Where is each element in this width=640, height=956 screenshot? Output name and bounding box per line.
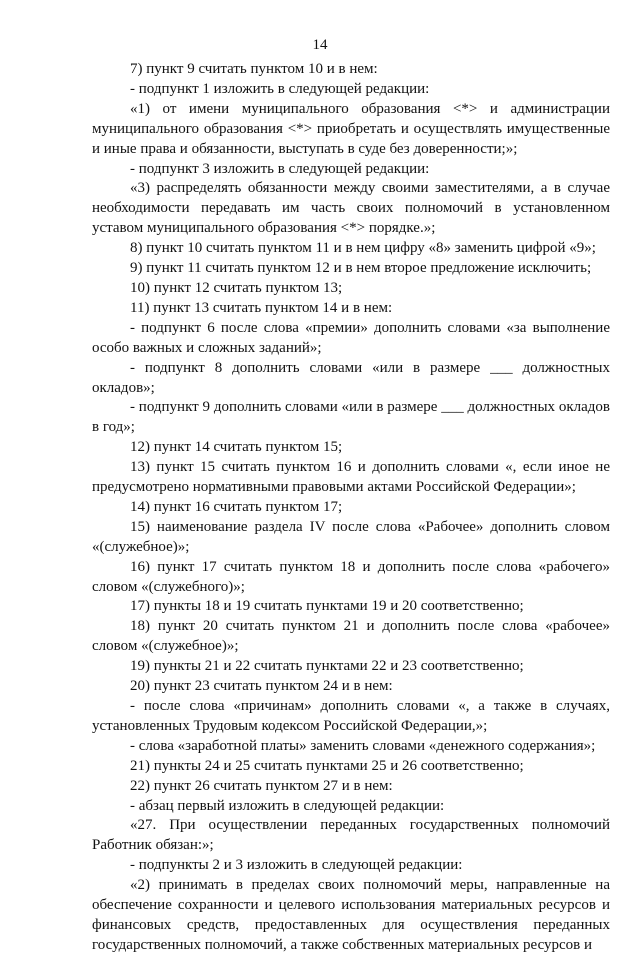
paragraph: «2) принимать в пределах своих полномочий меры, направленные на обеспечение сохранности и целевого использования материальных ресурсов и финансовых средств, предоставленных для осуществления переданных государственных полномочий, а также собственных материальных ресурсов и bbox=[92, 877, 610, 953]
paragraph: 21) пункты 24 и 25 считать пунктами 25 и 26 соответственно; bbox=[130, 757, 524, 774]
paragraph: 19) пункты 21 и 22 считать пунктами 22 и 23 соответственно; bbox=[130, 658, 524, 675]
paragraph: - подпункт 3 изложить в следующей редакции: bbox=[130, 160, 430, 177]
paragraph: 15) наименование раздела IV после слова «Рабочее» дополнить словом «(служебное)»; bbox=[92, 518, 610, 555]
paragraph: 18) пункт 20 считать пунктом 21 и дополнить после слова «рабочее» словом «(служебное)»; bbox=[92, 618, 610, 655]
paragraph: - слова «заработной платы» заменить словами «денежного содержания»; bbox=[130, 737, 596, 754]
paragraph: 11) пункт 13 считать пунктом 14 и в нем: bbox=[130, 299, 393, 316]
paragraph: - подпункт 8 дополнить словами «или в размере ___ должностных окладов»; bbox=[92, 359, 610, 396]
paragraph: 20) пункт 23 считать пунктом 24 и в нем: bbox=[130, 678, 393, 695]
paragraph: 8) пункт 10 считать пунктом 11 и в нем цифру «8» заменить цифрой «9»; bbox=[130, 240, 596, 257]
paragraph: «3) распределять обязанности между своими заместителями, а в случае необходимости передавать им часть своих полномочий в установленном уставом муниципального образования <*> порядке.»; bbox=[92, 180, 610, 237]
paragraph: «27. При осуществлении переданных государственных полномочий Работник обязан:»; bbox=[92, 817, 610, 854]
document-body bbox=[92, 60, 610, 956]
paragraph: - подпункт 9 дополнить словами «или в размере ___ должностных окладов в год»; bbox=[92, 399, 610, 436]
paragraph: - абзац первый изложить в следующей редакции: bbox=[130, 797, 445, 814]
paragraph: 22) пункт 26 считать пунктом 27 и в нем: bbox=[130, 777, 393, 794]
paragraph: 16) пункт 17 считать пунктом 18 и дополнить после слова «рабочего» словом «(служебного)»; bbox=[92, 558, 610, 595]
paragraph: - подпункт 1 изложить в следующей редакции: bbox=[130, 80, 430, 97]
paragraph: 12) пункт 14 считать пунктом 15; bbox=[130, 439, 343, 456]
paragraph: 14) пункт 16 считать пунктом 17; bbox=[130, 498, 343, 515]
paragraph: - после слова «причинам» дополнить словами «, а также в случаях, установленных Трудовым кодексом Российской Федерации,»; bbox=[92, 698, 610, 734]
paragraph: 10) пункт 12 считать пунктом 13; bbox=[130, 279, 343, 296]
paragraph: 7) пункт 9 считать пунктом 10 и в нем: bbox=[130, 61, 378, 77]
paragraph: - подпункт 6 после слова «премии» дополнить словами «за выполнение особо важных и сложных заданий»; bbox=[92, 319, 610, 356]
paragraph: 17) пункты 18 и 19 считать пунктами 19 и 20 соответственно; bbox=[130, 598, 524, 615]
paragraph: «1) от имени муниципального образования <*> и администрации муниципального образования <*> приобретать и осуществлять имущественные и иные права и обязанности, выступать в суде без доверенности;»; bbox=[92, 100, 610, 157]
paragraph: 9) пункт 11 считать пунктом 12 и в нем второе предложение исключить; bbox=[130, 260, 592, 277]
page-number: 14 bbox=[312, 37, 328, 53]
paragraph: 13) пункт 15 считать пунктом 16 и дополнить словами «, если иное не предусмотрено нормативными правовыми актами Российской Федерации»; bbox=[92, 459, 610, 496]
paragraph: - подпункты 2 и 3 изложить в следующей редакции: bbox=[130, 857, 463, 874]
